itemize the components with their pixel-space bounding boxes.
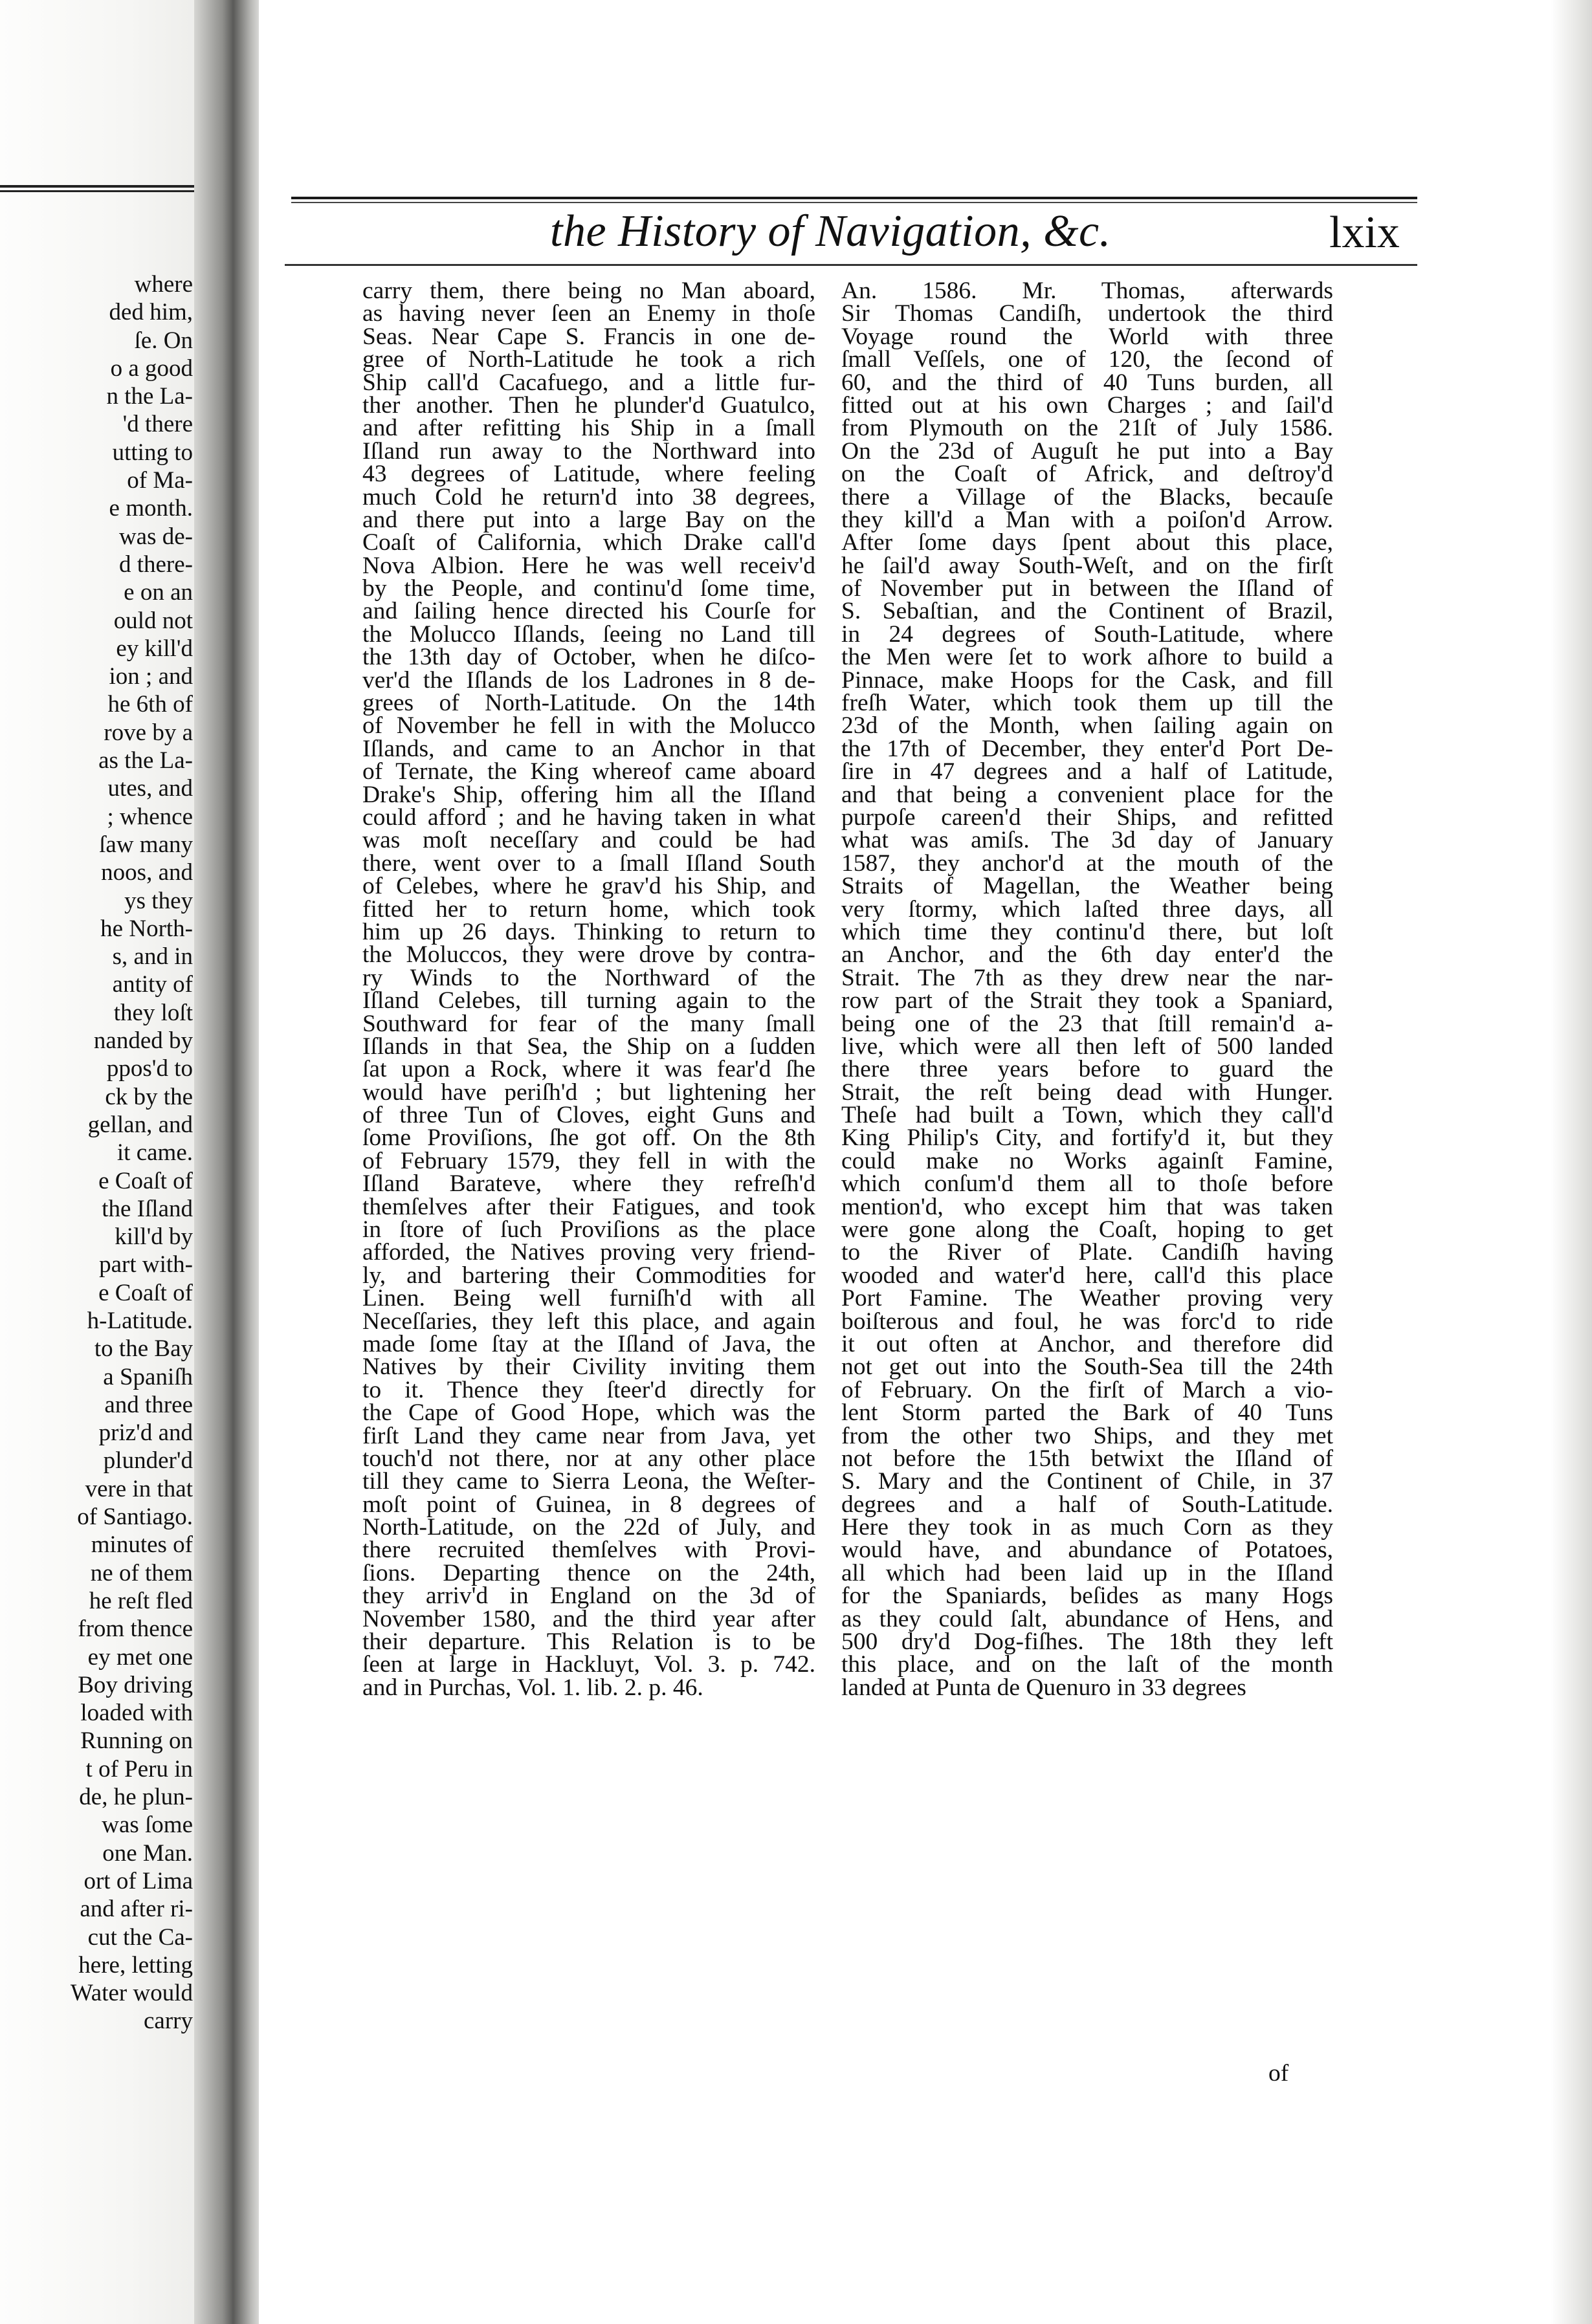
text-line: ould not <box>113 607 193 634</box>
text-line: live, which were all then left of 500 landed <box>841 1033 1333 1060</box>
text-line: ion ; and <box>109 663 193 690</box>
text-line: there, went over to a ſmall Iſland South <box>362 850 815 877</box>
text-line: freſh Water, which took them up till the <box>841 690 1333 717</box>
text-line: the Cape of Good Hope, which was the <box>362 1399 815 1427</box>
text-line: in ſtore of ſuch Proviſions as the place <box>362 1216 815 1244</box>
text-line: Southward for fear of the many ſmall <box>362 1010 815 1037</box>
text-line: Drake's Ship, offering him all the Iſland <box>362 781 815 808</box>
text-line: ry Winds to the Northward of the <box>362 964 815 991</box>
text-line: all which had been laid up in the Iſland <box>841 1559 1333 1586</box>
text-line: Neceſſaries, they left this place, and again <box>362 1308 815 1335</box>
text-line: Coaſt of California, which Drake call'd <box>362 529 815 556</box>
text-line: n the La- <box>106 383 193 410</box>
text-line: what was amiſs. The 3d day of January <box>841 827 1333 854</box>
text-line: Nova Albion. Here he was well receiv'd <box>362 552 815 579</box>
text-line: being one of the 23 that ſtill remain'd a- <box>841 1010 1333 1037</box>
text-line: Iſland Barateve, where they refreſh'd <box>362 1170 815 1198</box>
text-line: plunder'd <box>103 1447 193 1474</box>
text-line: On the 23d of Auguſt he put into a Bay <box>841 437 1333 465</box>
text-line: ey met one <box>87 1643 193 1671</box>
text-line: moſt point of Guinea, in 8 degrees of <box>362 1491 815 1518</box>
text-line: ne of them <box>90 1559 193 1586</box>
text-line: of three Tun of Cloves, eight Guns and <box>362 1102 815 1129</box>
text-line: ys they <box>124 887 193 914</box>
text-line: were gone along the Coaſt, hoping to get <box>841 1216 1333 1244</box>
text-line: lent Storm parted the Bark of 40 Tuns <box>841 1399 1333 1427</box>
text-line: from the other two Ships, and they met <box>841 1422 1333 1449</box>
text-line: 1587, they anchor'd at the mouth of the <box>841 850 1333 877</box>
text-line: this place, and on the laſt of the month <box>841 1651 1333 1678</box>
text-line: was de- <box>118 523 193 550</box>
text-line: he reſt fled <box>89 1587 193 1614</box>
text-line: part with- <box>99 1251 193 1278</box>
text-line: the Molucco Iſlands, ſeeing no Land till <box>362 620 815 648</box>
catchword: of <box>1268 2060 1289 2087</box>
text-line: they arriv'd in England on the 3d of <box>362 1583 815 1610</box>
text-line: which conſum'd them all to thoſe before <box>841 1170 1333 1198</box>
text-line: made ſome ſtay at the Iſland of Java, the <box>362 1330 815 1357</box>
text-line: ppos'd to <box>106 1055 193 1082</box>
text-line: where <box>134 271 193 298</box>
header-rule <box>291 202 1417 203</box>
text-line: for the Spaniards, beſides as many Hogs <box>841 1583 1333 1610</box>
text-line: and there put into a large Bay on the <box>362 506 815 533</box>
text-line: 43 degrees of Latitude, where feeling <box>362 461 815 488</box>
text-line: Port Famine. The Weather proving very <box>841 1285 1333 1312</box>
text-line: e on an <box>124 579 193 606</box>
text-line: he ſail'd away South-Weſt, and on the firſt <box>841 552 1333 579</box>
text-line: of November put in between the Iſland of <box>841 575 1333 602</box>
text-line: Ship call'd Cacafuego, and a little fur- <box>362 369 815 396</box>
text-line: s, and in <box>112 943 193 970</box>
text-line: the Iſland <box>102 1195 193 1222</box>
text-line: After ſome days ſpent about this place, <box>841 529 1333 556</box>
text-line: there a Village of the Blacks, becauſe <box>841 483 1333 510</box>
text-line: ded him, <box>109 299 193 326</box>
text-line: of November he fell in with the Molucco <box>362 712 815 740</box>
text-line: Strait. The 7th as they drew near the nar- <box>841 964 1333 991</box>
text-line: Pinnace, make Hoops for the Cask, and fill <box>841 666 1333 694</box>
text-line: by the People, and continu'd ſome time, <box>362 575 815 602</box>
text-line: rove by a <box>104 719 193 746</box>
text-line: till they came to Sierra Leona, the Weſter- <box>362 1468 815 1495</box>
text-line: vere in that <box>85 1475 193 1502</box>
text-line: not before the 15th betwixt the Iſland of <box>841 1445 1333 1472</box>
text-line: Linen. Being well furniſh'd with all <box>362 1285 815 1312</box>
text-line: their departure. This Relation is to be <box>362 1628 815 1656</box>
page-number: lxix <box>1329 208 1400 258</box>
text-line: loaded with <box>80 1700 193 1727</box>
text-line: him up 26 days. Thinking to return to <box>362 918 815 945</box>
text-line: ey kill'd <box>116 635 193 662</box>
header-underline-rule <box>285 264 1417 266</box>
text-line: there recruited themſelves with Provi- <box>362 1537 815 1564</box>
text-column-left <box>362 280 815 1699</box>
text-line: Voyage round the World with three <box>841 323 1333 350</box>
text-line: of February 1579, they fell in with the <box>362 1147 815 1174</box>
text-line: he 6th of <box>107 691 193 718</box>
text-line: carry them, there being no Man aboard, <box>362 278 815 304</box>
text-line: utes, and <box>107 775 193 802</box>
text-line: and in Purchas, Vol. 1. lib. 2. p. 46. <box>362 1674 703 1701</box>
text-line: ſeen at large in Hackluyt, Vol. 3. p. 742. <box>362 1651 815 1678</box>
text-line: Running on <box>80 1727 193 1755</box>
text-line: purpoſe careen'd their Ships, and refitted <box>841 804 1333 831</box>
text-line: here, letting <box>78 1951 193 1979</box>
text-line: ly, and bartering their Commodities for <box>362 1262 815 1289</box>
text-line: 500 dry'd Dog-fiſhes. The 18th they left <box>841 1628 1333 1656</box>
text-line: fitted her to return home, which took <box>362 895 815 923</box>
text-line: h-Latitude. <box>87 1307 193 1334</box>
text-line: Natives by their Civility inviting them <box>362 1354 815 1381</box>
running-head: the History of Navigation, &c. <box>550 206 1111 256</box>
book-gutter <box>194 0 265 2324</box>
text-line: Boy driving <box>78 1671 193 1698</box>
text-line: much Cold he return'd into 38 degrees, <box>362 483 815 510</box>
text-line: of Ma- <box>127 467 193 494</box>
text-line: North-Latitude, on the 22d of July, and <box>362 1514 815 1541</box>
text-line: from Plymouth on the 21ſt of July 1586. <box>841 415 1333 442</box>
text-line: row part of the Strait they took a Spaniard, <box>841 987 1333 1014</box>
text-line: ſions. Departing thence on the 24th, <box>362 1559 815 1586</box>
left-page-rule <box>0 185 194 188</box>
text-line: the Moluccos, they were drove by contra- <box>362 941 815 969</box>
text-line: and after refitting his Ship in a ſmall <box>362 415 815 442</box>
text-line: o a good <box>110 355 193 382</box>
text-line: ſaw many <box>99 831 193 858</box>
text-line: they loſt <box>113 999 193 1026</box>
text-line: ort of Lima <box>83 1867 193 1894</box>
text-line: of Ternate, the King whereof came aboard <box>362 758 815 785</box>
text-line: d there- <box>118 551 193 578</box>
text-line: ſe. On <box>134 327 193 354</box>
text-line: the Men were ſet to work aſhore to build a <box>841 644 1333 671</box>
text-line: minutes of <box>91 1531 193 1559</box>
text-line: antity of <box>112 971 193 998</box>
left-page-text-column <box>0 270 193 2035</box>
text-line: S. Sebaſtian, and the Continent of Brazil, <box>841 598 1333 625</box>
text-line: nanded by <box>93 1027 193 1055</box>
text-line: ther another. Then he plunder'd Guatulco, <box>362 391 815 419</box>
text-line: of Celebes, where he grav'd his Ship, and <box>362 873 815 900</box>
text-line: utting to <box>112 439 193 466</box>
text-line: 23d of the Month, when ſailing again on <box>841 712 1333 740</box>
text-line: King Philip's City, and fortify'd it, but they <box>841 1124 1333 1152</box>
text-line: ſome Proviſions, ſhe got off. On the 8th <box>362 1124 815 1152</box>
text-line: Sir Thomas Candiſh, undertook the third <box>841 300 1333 327</box>
text-line: S. Mary and the Continent of Chile, in 37 <box>841 1468 1333 1495</box>
left-page-rule <box>0 190 194 192</box>
text-line: fitted out at his own Charges ; and ſail'd <box>841 391 1333 419</box>
text-line: it came. <box>116 1139 193 1167</box>
text-line: gellan, and <box>87 1111 193 1138</box>
text-line: was moſt neceſſary and could be had <box>362 827 815 854</box>
text-line: the 17th of December, they enter'd Port De- <box>841 735 1333 762</box>
text-line: not get out into the South-Sea till the 24th <box>841 1354 1333 1381</box>
text-line: landed at Punta de Quenuro in 33 degrees <box>841 1674 1246 1701</box>
text-line: priz'd and <box>98 1420 193 1447</box>
text-line: would have, and abundance of Potatoes, <box>841 1537 1333 1564</box>
text-line: 'd there <box>122 411 193 438</box>
text-line: noos, and <box>101 859 193 886</box>
text-line: ſat upon a Rock, where it was fear'd ſhe <box>362 1056 815 1083</box>
text-line: which time they continu'd there, but loſt <box>841 918 1333 945</box>
text-line: Iſlands, and came to an Anchor in that <box>362 735 815 762</box>
text-line: to the River of Plate. Candiſh having <box>841 1239 1333 1266</box>
text-line: wooded and water'd here, call'd this place <box>841 1262 1333 1289</box>
text-line: it out often at Anchor, and therefore did <box>841 1330 1333 1357</box>
text-line: degrees and a half of South-Latitude. <box>841 1491 1333 1518</box>
page-edge-shadow <box>1551 0 1592 2324</box>
text-line: An. 1586. Mr. Thomas, afterwards <box>841 278 1333 304</box>
text-line: Straits of Magellan, the Weather being <box>841 873 1333 900</box>
text-line: Here they took in as much Corn as they <box>841 1514 1333 1541</box>
text-line: and three <box>104 1391 193 1418</box>
text-line: he North- <box>100 915 193 942</box>
text-line: firſt Land they came near from Java, yet <box>362 1422 815 1449</box>
text-line: ; whence <box>107 803 193 830</box>
text-line: and ſailing hence directed his Courſe for <box>362 598 815 625</box>
text-line: grees of North-Latitude. On the 14th <box>362 690 815 717</box>
text-line: Water would <box>70 1980 193 2007</box>
text-line: carry <box>144 2008 193 2035</box>
text-line: would have periſh'd ; but lightening her <box>362 1079 815 1106</box>
text-line: cut the Ca- <box>87 1924 193 1951</box>
text-line: ſire in 47 degrees and a half of Latitude, <box>841 758 1333 785</box>
text-line: Theſe had built a Town, which they call'd <box>841 1102 1333 1129</box>
text-line: kill'd by <box>115 1223 193 1251</box>
text-line: mention'd, who except him that was taken <box>841 1193 1333 1220</box>
text-line: was ſome <box>102 1812 193 1839</box>
text-line: as they could ſalt, abundance of Hens, and <box>841 1605 1333 1632</box>
text-line: and that being a convenient place for the <box>841 781 1333 808</box>
text-line: November 1580, and the third year after <box>362 1605 815 1632</box>
text-line: from thence <box>78 1616 193 1643</box>
text-line: the 13th day of October, when he diſco- <box>362 644 815 671</box>
text-line: gree of North-Latitude he took a rich <box>362 346 815 373</box>
text-line: of February. On the firſt of March a vio- <box>841 1376 1333 1403</box>
text-line: on the Coaſt of Africk, and deſtroy'd <box>841 461 1333 488</box>
text-column-right <box>841 280 1333 1699</box>
text-line: ver'd the Iſlands de los Ladrones in 8 de- <box>362 666 815 694</box>
text-line: e month. <box>109 495 193 522</box>
text-line: Iſland Celebes, till turning again to the <box>362 987 815 1014</box>
text-line: touch'd not there, nor at any other place <box>362 1445 815 1472</box>
text-line: afforded, the Natives proving very friend- <box>362 1239 815 1266</box>
text-line: to the Bay <box>94 1335 193 1363</box>
text-line: e Coaſt of <box>98 1279 193 1306</box>
text-line: t of Peru in <box>85 1755 193 1782</box>
header-rule <box>291 197 1417 199</box>
text-line: as having never ſeen an Enemy in thoſe <box>362 300 815 327</box>
text-line: ck by the <box>105 1083 193 1110</box>
text-line: Iſlands in that Sea, the Ship on a ſudden <box>362 1033 815 1060</box>
text-line: Seas. Near Cape S. Francis in one de- <box>362 323 815 350</box>
text-line: as the La- <box>98 747 193 774</box>
text-line: they kill'd a Man with a poiſon'd Arrow. <box>841 506 1333 533</box>
text-line: de, he plun- <box>79 1784 193 1811</box>
text-line: Iſland run away to the Northward into <box>362 437 815 465</box>
text-line: of Santiago. <box>77 1504 193 1531</box>
text-line: could afford ; and he having taken in what <box>362 804 815 831</box>
text-line: a Spaniſh <box>103 1363 193 1390</box>
text-line: ſmall Veſſels, one of 120, the ſecond of <box>841 346 1333 373</box>
text-line: boiſterous and foul, he was forc'd to ride <box>841 1308 1333 1335</box>
text-line: 60, and the third of 40 Tuns burden, all <box>841 369 1333 396</box>
text-line: to it. Thence they ſteer'd directly for <box>362 1376 815 1403</box>
text-line: there three years before to guard the <box>841 1056 1333 1083</box>
text-line: could make no Works againſt Famine, <box>841 1147 1333 1174</box>
text-line: very ſtormy, which laſted three days, all <box>841 895 1333 923</box>
text-line: an Anchor, and the 6th day enter'd the <box>841 941 1333 969</box>
text-line: Strait, the reſt being dead with Hunger. <box>841 1079 1333 1106</box>
text-line: one Man. <box>102 1839 193 1867</box>
text-line: e Coaſt of <box>98 1167 193 1194</box>
text-line: in 24 degrees of South-Latitude, where <box>841 620 1333 648</box>
text-line: themſelves after their Fatigues, and took <box>362 1193 815 1220</box>
text-line: and after ri- <box>80 1896 193 1923</box>
